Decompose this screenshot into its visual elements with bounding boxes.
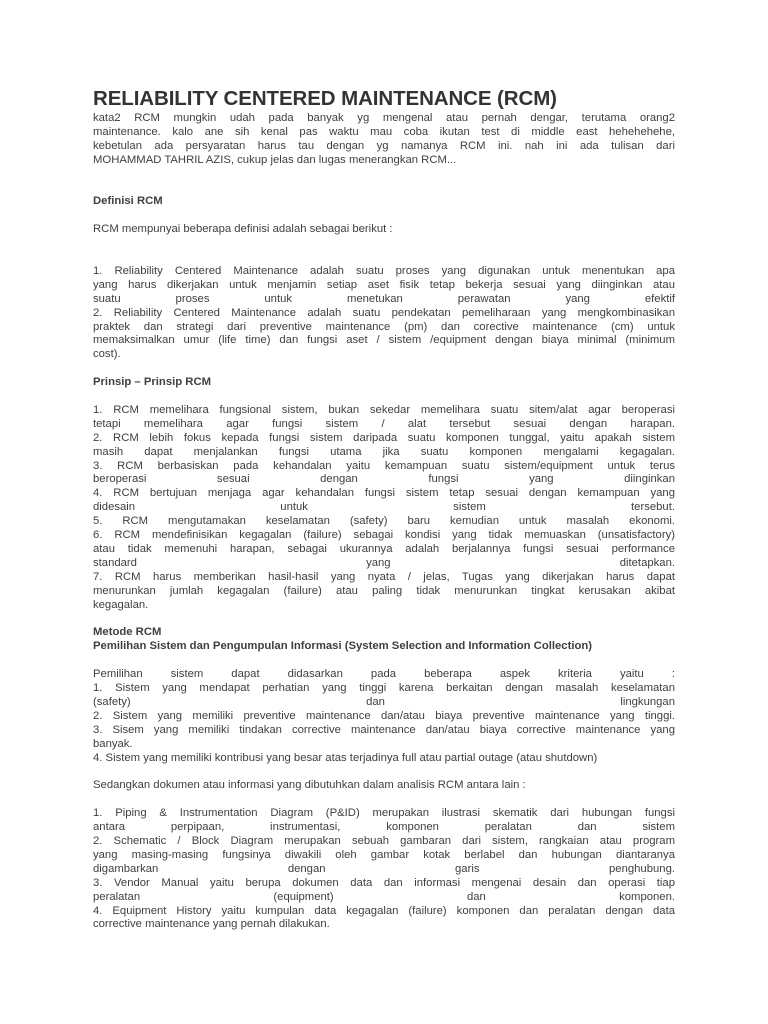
text-line: praktek dan strategi dari preventive maintenance (pm) dan corective maintenance (cm) untuk (93, 320, 675, 333)
text-line: 3. Sisem yang memiliki tindakan corrective maintenance dan/atau biaya corrective maintenance yang (93, 723, 675, 736)
dokumen-list (93, 807, 675, 932)
definisi-list (93, 265, 675, 362)
text-line: RCM mempunyai beberapa definisi adalah sebagai berikut : (93, 223, 393, 236)
text-line: 2. Reliability Centered Maintenance adalah suatu pendekatan pemeliharaan yang mengkombinasikan (93, 306, 675, 319)
text-line: atau tidak memenuhi harapan, sebagai ukurannya adalah berjalannya fungsi sesuai performance (93, 543, 675, 556)
text-line: tetapi memelihara agar fungsi sistem / alat tersebut sesuai dengan harapan. (93, 417, 675, 430)
text-line: 6. RCM mendefinisikan kegagalan (failure) sebagai kondisi yang tidak memuaskan (unsatisfactory) (93, 529, 675, 542)
text-line: MOHAMMAD TAHRIL AZIS, cukup jelas dan lugas menerangkan RCM... (93, 153, 457, 166)
text-line: 1. Sistem yang mendapat perhatian yang tinggi karena berkaitan dengan masalah keselamatan (93, 682, 675, 695)
text-line: 1. Reliability Centered Maintenance adalah suatu proses yang digunakan untuk menentukan apa (93, 264, 675, 277)
text-line: 3. Vendor Manual yaitu berupa dokumen data dan informasi mengenai desain dan operasi tiap (93, 876, 675, 889)
text-line: 1. Piping & Instrumentation Diagram (P&ID) merupakan ilustrasi skematik dari hubungan fungsi (93, 807, 675, 820)
page-title: RELIABILITY CENTERED MAINTENANCE (RCM) (93, 87, 557, 110)
text-line: menurunkan jumlah kegagalan (failure) atau paling tidak menurunkan tingkat kerusakan akibat (93, 584, 675, 597)
text-line: digambarkan dengan garis penghubung. (93, 862, 675, 875)
text-line: 4. Sistem yang memiliki kontribusi yang besar atas terjadinya full atau partial outage (atau shutdown) (93, 751, 598, 764)
text-line: beroperasi sesuai dengan fungsi yang diinginkan (93, 473, 675, 486)
text-line: standard yang ditetapkan. (93, 556, 675, 569)
text-line: memaksimalkan umur (life time) dan fungsi aset / sistem /equipment dengan biaya minimal (minimum (93, 334, 675, 347)
section-heading-metode: Metode RCM (93, 626, 162, 639)
text-line: kebetulan ada persyaratan harus tau dengan yg namanya RCM ini. nah ini ada tulisan dari (93, 139, 675, 152)
text-line: didesain untuk sistem tersebut. (93, 501, 675, 514)
text-line: 4. Equipment History yaitu kumpulan data kegagalan (failure) komponen dan peralatan dengan data (93, 904, 675, 917)
metode-list (93, 668, 675, 765)
text-line: 3. RCM berbasiskan pada kehandalan yaitu kemampuan suatu sistem/equipment untuk terus (93, 459, 675, 472)
text-line: masih dapat menjalankan fungsi utama jika suatu komponen mengalami kegagalan. (93, 445, 675, 458)
text-line: 2. Sistem yang memiliki preventive maintenance dan/atau biaya preventive maintenance yang tinggi. (93, 709, 675, 722)
text-line: kata2 RCM mungkin udah pada banyak yg mengenal atau pernah dengar, terutama orang2 (93, 112, 675, 124)
text-line: Pemilihan sistem dapat didasarkan pada beberapa aspek kriteria yaitu : (93, 668, 675, 681)
text-line: yang masing-masing fungsinya diwakili oleh gambar kotak berlabel dan hubungan diantaranya (93, 848, 675, 861)
section-heading-prinsip: Prinsip – Prinsip RCM (93, 376, 212, 389)
text-line: kegagalan. (93, 598, 149, 611)
dokumen-lead (93, 779, 675, 793)
text-line: 1. RCM memelihara fungsional sistem, bukan sekedar memelihara suatu sitem/alat agar beroperasi (93, 403, 675, 416)
text-line: 2. Schematic / Block Diagram merupakan sebuah gambaran dari sistem, rangkaian atau program (93, 834, 675, 847)
text-line: antara perpipaan, instrumentasi, komponen peralatan dan sistem (93, 821, 675, 834)
text-line: 4. RCM bertujuan menjaga agar kehandalan fungsi sistem tetap sesuai dengan kemampuan yang (93, 487, 675, 500)
definisi-lead (93, 223, 675, 237)
text-line: maintenance. kalo ane sih kenal pas waktu mau coba ikutan test di middle east hehehehehe, (93, 125, 675, 138)
text-line: yang harus dikerjakan untuk menjamin setiap aset fisik tetap bekerja sesuai yang diinginkan atau (93, 278, 675, 291)
prinsip-list (93, 404, 675, 613)
text-line: suatu proses untuk menetukan perawatan yang efektif (93, 292, 675, 305)
document-content (93, 86, 675, 932)
text-line: Sedangkan dokumen atau informasi yang dibutuhkan dalam analisis RCM antara lain : (93, 779, 526, 792)
text-line: cost). (93, 348, 121, 361)
text-line: 2. RCM lebih fokus kepada fungsi sistem daripada suatu komponen tunggal, yaitu apakah sistem (93, 431, 675, 444)
text-line: 7. RCM harus memberikan hasil-hasil yang nyata / jelas, Tugas yang dikerjakan harus dapat (93, 570, 675, 583)
section-heading-definisi: Definisi RCM (93, 195, 163, 208)
section-subheading-pemilihan: Pemilihan Sistem dan Pengumpulan Informasi (System Selection and Information Collection) (93, 640, 593, 653)
intro-paragraph (93, 112, 675, 168)
text-line: banyak. (93, 737, 133, 750)
text-line: 5. RCM mengutamakan keselamatan (safety) baru kemudian untuk masalah ekonomi. (93, 515, 675, 528)
text-line: peralatan (equipment) dan komponen. (93, 890, 675, 903)
text-line: corrective maintenance yang pernah dilakukan. (93, 918, 330, 931)
text-line: (safety) dan lingkungan (93, 695, 675, 708)
